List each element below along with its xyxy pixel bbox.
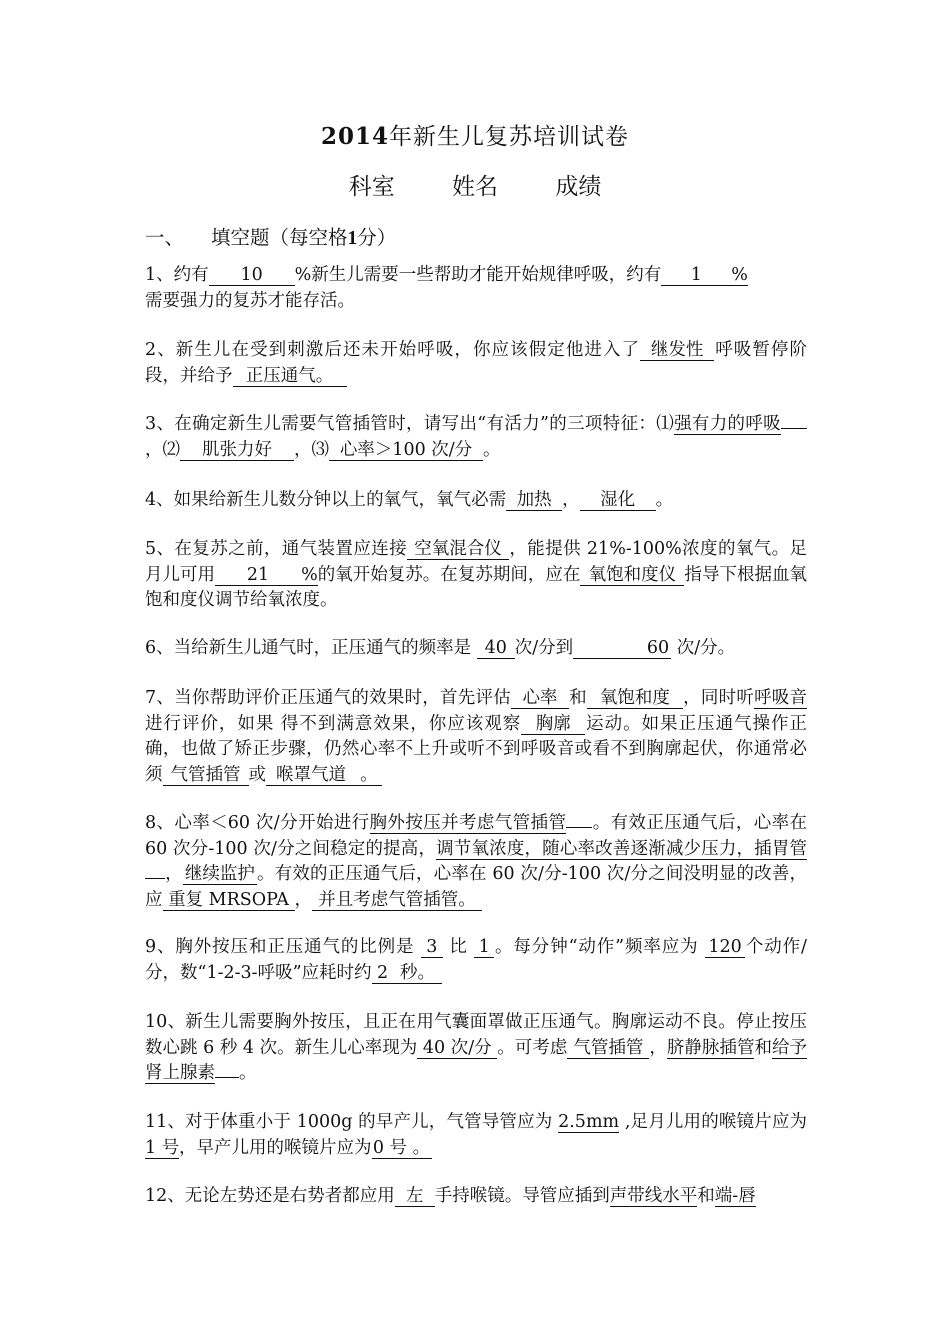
q8-text: 。有效正压通气后，心率在 60 次分-100 次/分之间稳定的提高， [145,813,808,859]
section-suffix: 分） [357,226,397,249]
q1-text: 1、约有 [145,265,209,285]
q10-text: ， [649,1037,667,1058]
q7-text: 运动。如果正压通气操作正确，也做了矫正步骤，仍然心率不上升或听不到呼吸音或看不到胸廓起伏，你通常必须 [145,713,807,785]
exam-fields [0,168,950,201]
q2-text: 2、新生儿在受到刺激后还未开始呼吸，你应该假定他进入了 [145,340,641,360]
q3-answer-3: 心率＞100 次/分 [329,441,483,461]
q6-text: 6、当给新生儿通气时，正压通气的频率是 [145,638,472,658]
q5-text: ，能提供 21%-100%浓度的氧气。足月儿可用 [145,539,808,585]
q10-text: 10、新生儿需要胸外按压，且正在用气囊面罩做正压通气。胸廓运动不良。停止按压数心跳 6 秒 4 次。新生儿心率现为 [145,1012,807,1058]
q2-text: 呼吸暂停阶段，并给予 [145,340,807,386]
q2-answer-2: 正压通气。 [233,367,347,387]
q5-text: 指导下根据血氧饱和度仪调节给氧浓度。 [145,564,808,610]
section-heading [145,222,396,250]
section-title: 填空题（每空格 [211,226,348,249]
q7-text: 进行评价，如果 得不到满意效果，你应该观察 [145,713,522,734]
question-3 [145,412,807,463]
q8-answer-1-blank [566,827,592,828]
q7-answer-3: 呼吸音 [754,688,808,708]
q10-answer-2: 气管插管 [567,1039,649,1059]
q1-text: %新生儿需要一些帮助才能开始规律呼吸，约有 [294,265,662,285]
q7-text: 7、当你帮助评价正压通气的效果时，首先评估 [145,688,511,708]
q10-answer-4: 给予肾上腺素 [145,1037,807,1083]
q4-answer-1: 加热 [506,491,562,511]
question-5 [145,537,807,614]
q10-text: 和 [754,1037,772,1058]
q4-text: ， [562,490,580,510]
q3-answer-2: 肌张力好 [180,441,294,461]
q11-text: 11、对于体重小于 1000g 的早产儿，气管导管应为 [145,1112,553,1132]
q12-answer-3: 端-唇 [714,1186,756,1206]
question-1 [145,263,807,314]
page-title [0,118,950,151]
q7-text: ，同时听 [682,688,755,708]
q8-text: 。有效的正压通气后，心率在 60 次/分-100 次/分之间没明显的改善，应 [145,864,808,910]
q12-text: 12、无论左势还是右势者都应用 [145,1186,395,1206]
q8-answer-3: 继续监护 [184,864,255,884]
question-4 [145,488,807,514]
q11-answer-3: 0 号 。 [372,1137,431,1158]
q5-text: % [301,564,318,585]
q9-text: 9、胸外按压和正压通气的比例是 [145,937,415,957]
q4-text: 。 [655,490,674,510]
q7-text: 和 [568,688,587,708]
q1-text: 需要强力的复苏才能存活。 [145,290,355,311]
q6-answer-1: 40 [477,639,515,659]
q7-answer-1: 心率 [511,689,569,709]
q9-answer-2: 1 [474,938,494,958]
q5-answer-3: 氧饱和度仪 [580,566,684,586]
q5-text: 5、在复苏之前，通气装置应连接 [145,539,408,559]
q8-answer-5: 并且考虑气管插管。 [312,891,482,911]
q10-text: 。 [239,1063,257,1083]
question-6 [145,636,807,662]
q5-answer-1: 空氧混合仪 [407,540,509,560]
field-name: 姓名 [452,174,498,200]
q7-text: 或 [248,764,266,785]
q1-text: % [731,265,748,285]
q9-answer-1: 3 [421,938,443,958]
q3-text: ，⑶ [294,439,329,460]
q3-text: 3、在确定新生儿需要气管插管时，请写出“有活力”的三项特征：⑴ [145,414,675,434]
q8-answer-2: 调节氧浓度，随心率改善逐渐减少压力，插胃管 [436,838,808,859]
q9-text: 比 [449,937,468,957]
q4-text: 4、如果给新生儿数分钟以上的氧气，氧气必需 [145,490,507,510]
q5-answer-2: 21 [215,566,301,586]
question-7 [145,686,807,788]
q4-answer-2: 湿化 [580,491,656,511]
q1-answer-1: 10 [209,266,295,286]
title-year: 2014 [320,123,389,150]
question-11 [145,1110,807,1161]
q12-text: 手持喉镜。导管应插到 [434,1186,610,1206]
field-department: 科室 [348,174,395,200]
question-8 [145,811,807,913]
q2-answer-1: 继发性 [640,341,714,361]
q11-text: ，早产儿用的喉镜片应为 [179,1137,372,1158]
q6-text: 次/分。 [676,638,736,658]
q10-answer-3: 脐静脉插管 [666,1037,755,1058]
q3-text: ，⑵ [145,439,180,460]
q8-text: ， [294,889,312,910]
field-score: 成绩 [555,174,602,200]
q6-text: 次/分到 [514,638,574,658]
q10-answer-1: 40 次/分 [417,1039,497,1059]
q8-answer-1: 胸外按压并考虑气管插管 [369,813,567,833]
q9-text: 。每分钟“动作”频率应为 [494,937,699,957]
q8-text: 8、心率＜60 次/分开始进行 [145,813,370,833]
q11-text: ,足月儿用的喉镜片应为 [624,1112,807,1132]
q10-text: 。可考虑 [497,1037,568,1058]
q12-text: 和 [697,1186,715,1206]
q7-answer-5: 气管插管 [163,766,249,786]
question-9 [145,935,807,986]
q12-answer-1: 左 [395,1187,435,1207]
q10-answer-4-blank [215,1077,239,1078]
q3-text: 。 [483,439,501,460]
q8-answer-4: 重复 MRSOPA [163,891,295,911]
q7-answer-2: 氧饱和度 [587,689,683,709]
q7-answer-6: 喉罩气道 [266,766,356,786]
section-number: 一、 [145,226,185,249]
q7-text: 。 [356,766,382,786]
q9-answer-3: 120 [705,938,745,958]
q3-answer-1-blank [781,428,807,429]
q11-answer-2: 1 号 [145,1137,180,1158]
q5-text: 的氧开始复苏。在复苏期间，应在 [317,564,581,585]
section-points: 1 [347,228,358,249]
q3-answer-1: 强有力的呼吸 [674,414,782,434]
q8-answer-2-blank [145,878,165,879]
q11-answer-1: 2.5mm [558,1112,620,1132]
q9-text: 个动作/分，数“1-2-3-呼吸”应耗时约 [145,937,807,983]
question-12 [145,1184,807,1210]
question-2 [145,338,807,389]
q8-text: ， [165,864,183,884]
q9-answer-4: 2 [372,964,394,984]
q6-answer-2: 60 [573,639,671,659]
question-10 [145,1010,807,1087]
q9-answer-5: 秒。 [394,964,442,984]
q1-answer-2: 1 [661,266,731,286]
q12-answer-2: 声带线水平 [609,1186,698,1206]
q7-answer-4: 胸廓 [521,715,585,735]
title-text: 年新生儿复苏培训试卷 [389,124,629,150]
